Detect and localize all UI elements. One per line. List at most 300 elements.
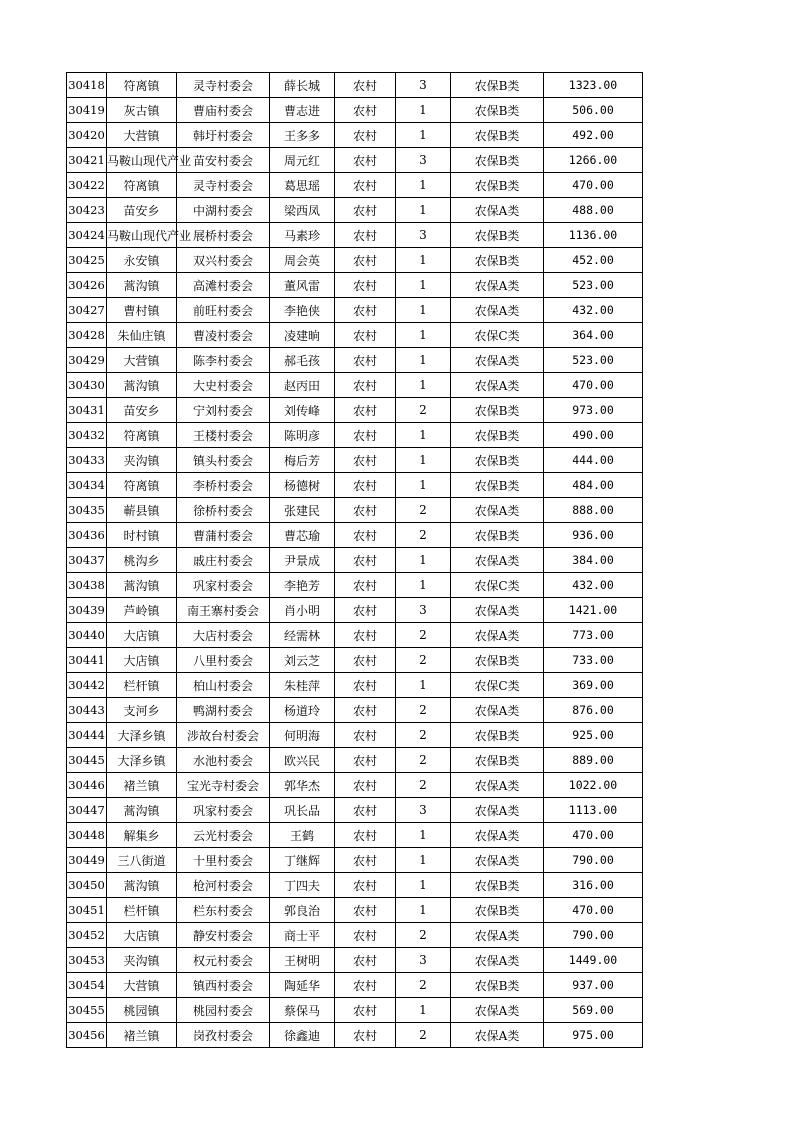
town-cell: 大泽乡镇 xyxy=(107,748,177,773)
table-row xyxy=(67,723,643,748)
village-cell: 大店村委会 xyxy=(177,623,270,648)
name-cell: 李艳侠 xyxy=(270,298,335,323)
record-id: 30425 xyxy=(67,248,107,273)
village-cell: 岗孜村委会 xyxy=(177,1023,270,1048)
area-type-cell: 农村 xyxy=(335,73,396,98)
area-type-cell: 农村 xyxy=(335,473,396,498)
household-count-cell: 2 xyxy=(396,973,451,998)
table-row xyxy=(67,698,643,723)
village-cell: 栏东村委会 xyxy=(177,898,270,923)
amount-cell: 444.00 xyxy=(544,448,643,473)
area-type-cell: 农村 xyxy=(335,948,396,973)
amount-cell: 889.00 xyxy=(544,748,643,773)
record-id: 30432 xyxy=(67,423,107,448)
record-id: 30445 xyxy=(67,748,107,773)
name-cell: 经需林 xyxy=(270,623,335,648)
record-id: 30419 xyxy=(67,98,107,123)
town-cell: 蒿沟镇 xyxy=(107,373,177,398)
record-id: 30418 xyxy=(67,73,107,98)
amount-cell: 937.00 xyxy=(544,973,643,998)
amount-cell: 733.00 xyxy=(544,648,643,673)
amount-cell: 316.00 xyxy=(544,873,643,898)
record-id: 30446 xyxy=(67,773,107,798)
insurance-category-cell: 农保A类 xyxy=(451,298,544,323)
area-type-cell: 农村 xyxy=(335,573,396,598)
village-cell: 中湖村委会 xyxy=(177,198,270,223)
table-row xyxy=(67,623,643,648)
village-cell: 宁刘村委会 xyxy=(177,398,270,423)
record-id: 30433 xyxy=(67,448,107,473)
record-id: 30427 xyxy=(67,298,107,323)
table-row xyxy=(67,323,643,348)
town-cell: 大店镇 xyxy=(107,623,177,648)
name-cell: 丁四夫 xyxy=(270,873,335,898)
record-id: 30453 xyxy=(67,948,107,973)
table-row xyxy=(67,873,643,898)
name-cell: 郭华杰 xyxy=(270,773,335,798)
table-row xyxy=(67,248,643,273)
name-cell: 欧兴民 xyxy=(270,748,335,773)
village-cell: 徐桥村委会 xyxy=(177,498,270,523)
area-type-cell: 农村 xyxy=(335,998,396,1023)
record-id: 30448 xyxy=(67,823,107,848)
town-cell: 符离镇 xyxy=(107,173,177,198)
insurance-category-cell: 农保B类 xyxy=(451,873,544,898)
town-cell: 栏杆镇 xyxy=(107,673,177,698)
table-row xyxy=(67,298,643,323)
village-cell: 曹庙村委会 xyxy=(177,98,270,123)
amount-cell: 1323.00 xyxy=(544,73,643,98)
name-cell: 丁继辉 xyxy=(270,848,335,873)
name-cell: 王树明 xyxy=(270,948,335,973)
area-type-cell: 农村 xyxy=(335,123,396,148)
name-cell: 梅后芳 xyxy=(270,448,335,473)
household-count-cell: 2 xyxy=(396,398,451,423)
table-row xyxy=(67,148,643,173)
name-cell: 陶延华 xyxy=(270,973,335,998)
insurance-category-cell: 农保B类 xyxy=(451,398,544,423)
village-cell: 云光村委会 xyxy=(177,823,270,848)
town-cell: 褚兰镇 xyxy=(107,1023,177,1048)
insurance-category-cell: 农保A类 xyxy=(451,373,544,398)
area-type-cell: 农村 xyxy=(335,223,396,248)
household-count-cell: 1 xyxy=(396,548,451,573)
area-type-cell: 农村 xyxy=(335,148,396,173)
insurance-category-cell: 农保A类 xyxy=(451,273,544,298)
town-cell: 时村镇 xyxy=(107,523,177,548)
name-cell: 赵丙田 xyxy=(270,373,335,398)
insurance-category-cell: 农保B类 xyxy=(451,73,544,98)
name-cell: 杨道玲 xyxy=(270,698,335,723)
amount-cell: 470.00 xyxy=(544,898,643,923)
village-cell: 宝光寺村委会 xyxy=(177,773,270,798)
area-type-cell: 农村 xyxy=(335,323,396,348)
household-count-cell: 1 xyxy=(396,848,451,873)
village-cell: 苗安村委会 xyxy=(177,148,270,173)
record-id: 30439 xyxy=(67,598,107,623)
household-count-cell: 2 xyxy=(396,723,451,748)
area-type-cell: 农村 xyxy=(335,348,396,373)
insurance-category-cell: 农保A类 xyxy=(451,948,544,973)
amount-cell: 523.00 xyxy=(544,348,643,373)
amount-cell: 452.00 xyxy=(544,248,643,273)
table-row xyxy=(67,573,643,598)
area-type-cell: 农村 xyxy=(335,873,396,898)
table-row xyxy=(67,523,643,548)
village-cell: 镇头村委会 xyxy=(177,448,270,473)
table-row xyxy=(67,123,643,148)
household-count-cell: 1 xyxy=(396,298,451,323)
town-cell: 蒿沟镇 xyxy=(107,273,177,298)
town-cell: 蒿沟镇 xyxy=(107,573,177,598)
town-cell: 大营镇 xyxy=(107,348,177,373)
insurance-category-cell: 农保A类 xyxy=(451,923,544,948)
insurance-category-cell: 农保B类 xyxy=(451,173,544,198)
town-cell: 夹沟镇 xyxy=(107,948,177,973)
name-cell: 巩长品 xyxy=(270,798,335,823)
amount-cell: 936.00 xyxy=(544,523,643,548)
table-row xyxy=(67,423,643,448)
household-count-cell: 1 xyxy=(396,898,451,923)
area-type-cell: 农村 xyxy=(335,973,396,998)
insurance-category-cell: 农保A类 xyxy=(451,698,544,723)
table-row xyxy=(67,373,643,398)
area-type-cell: 农村 xyxy=(335,648,396,673)
record-id: 30437 xyxy=(67,548,107,573)
village-cell: 水池村委会 xyxy=(177,748,270,773)
table-row xyxy=(67,948,643,973)
table-row xyxy=(67,998,643,1023)
area-type-cell: 农村 xyxy=(335,273,396,298)
name-cell: 王鹤 xyxy=(270,823,335,848)
village-cell: 南王寨村委会 xyxy=(177,598,270,623)
town-cell: 符离镇 xyxy=(107,473,177,498)
amount-cell: 925.00 xyxy=(544,723,643,748)
record-id: 30422 xyxy=(67,173,107,198)
town-cell: 夹沟镇 xyxy=(107,448,177,473)
area-type-cell: 农村 xyxy=(335,398,396,423)
amount-cell: 975.00 xyxy=(544,1023,643,1048)
town-cell: 符离镇 xyxy=(107,423,177,448)
amount-cell: 1421.00 xyxy=(544,598,643,623)
insurance-category-cell: 农保A类 xyxy=(451,823,544,848)
roster-sheet xyxy=(66,72,643,1048)
name-cell: 刘云芝 xyxy=(270,648,335,673)
town-cell: 解集乡 xyxy=(107,823,177,848)
table-row xyxy=(67,923,643,948)
table-row xyxy=(67,548,643,573)
household-count-cell: 2 xyxy=(396,773,451,798)
name-cell: 何明海 xyxy=(270,723,335,748)
area-type-cell: 农村 xyxy=(335,623,396,648)
town-cell: 苗安乡 xyxy=(107,198,177,223)
village-cell: 双兴村委会 xyxy=(177,248,270,273)
household-count-cell: 3 xyxy=(396,223,451,248)
record-id: 30423 xyxy=(67,198,107,223)
amount-cell: 490.00 xyxy=(544,423,643,448)
household-count-cell: 2 xyxy=(396,623,451,648)
roster-table xyxy=(66,72,643,1048)
household-count-cell: 1 xyxy=(396,98,451,123)
insurance-category-cell: 农保B类 xyxy=(451,223,544,248)
record-id: 30442 xyxy=(67,673,107,698)
household-count-cell: 1 xyxy=(396,348,451,373)
village-cell: 高滩村委会 xyxy=(177,273,270,298)
insurance-category-cell: 农保B类 xyxy=(451,723,544,748)
amount-cell: 470.00 xyxy=(544,173,643,198)
name-cell: 徐鑫迪 xyxy=(270,1023,335,1048)
area-type-cell: 农村 xyxy=(335,898,396,923)
table-row xyxy=(67,973,643,998)
area-type-cell: 农村 xyxy=(335,298,396,323)
name-cell: 刘传峰 xyxy=(270,398,335,423)
name-cell: 王多多 xyxy=(270,123,335,148)
record-id: 30434 xyxy=(67,473,107,498)
insurance-category-cell: 农保B类 xyxy=(451,123,544,148)
name-cell: 曹志进 xyxy=(270,98,335,123)
area-type-cell: 农村 xyxy=(335,848,396,873)
name-cell: 郝毛孩 xyxy=(270,348,335,373)
area-type-cell: 农村 xyxy=(335,173,396,198)
amount-cell: 973.00 xyxy=(544,398,643,423)
amount-cell: 432.00 xyxy=(544,573,643,598)
village-cell: 权元村委会 xyxy=(177,948,270,973)
village-cell: 戚庄村委会 xyxy=(177,548,270,573)
area-type-cell: 农村 xyxy=(335,523,396,548)
insurance-category-cell: 农保A类 xyxy=(451,498,544,523)
amount-cell: 432.00 xyxy=(544,298,643,323)
village-cell: 枪河村委会 xyxy=(177,873,270,898)
record-id: 30430 xyxy=(67,373,107,398)
insurance-category-cell: 农保B类 xyxy=(451,973,544,998)
table-row xyxy=(67,598,643,623)
name-cell: 周元红 xyxy=(270,148,335,173)
record-id: 30449 xyxy=(67,848,107,873)
table-row xyxy=(67,448,643,473)
insurance-category-cell: 农保C类 xyxy=(451,573,544,598)
insurance-category-cell: 农保A类 xyxy=(451,773,544,798)
record-id: 30426 xyxy=(67,273,107,298)
insurance-category-cell: 农保C类 xyxy=(451,673,544,698)
roster-body xyxy=(67,73,643,1048)
amount-cell: 1266.00 xyxy=(544,148,643,173)
amount-cell: 569.00 xyxy=(544,998,643,1023)
village-cell: 韩圩村委会 xyxy=(177,123,270,148)
village-cell: 陈李村委会 xyxy=(177,348,270,373)
amount-cell: 470.00 xyxy=(544,373,643,398)
name-cell: 蔡保马 xyxy=(270,998,335,1023)
insurance-category-cell: 农保A类 xyxy=(451,1023,544,1048)
town-cell: 蒿沟镇 xyxy=(107,798,177,823)
household-count-cell: 1 xyxy=(396,998,451,1023)
table-row xyxy=(67,648,643,673)
record-id: 30424 xyxy=(67,223,107,248)
town-cell: 大泽乡镇 xyxy=(107,723,177,748)
town-cell: 蕲县镇 xyxy=(107,498,177,523)
town-cell: 大店镇 xyxy=(107,923,177,948)
town-cell: 马鞍山现代产业 xyxy=(107,148,177,173)
table-row xyxy=(67,898,643,923)
area-type-cell: 农村 xyxy=(335,498,396,523)
area-type-cell: 农村 xyxy=(335,198,396,223)
record-id: 30431 xyxy=(67,398,107,423)
village-cell: 柏山村委会 xyxy=(177,673,270,698)
town-cell: 朱仙庄镇 xyxy=(107,323,177,348)
name-cell: 马素珍 xyxy=(270,223,335,248)
table-row xyxy=(67,798,643,823)
town-cell: 芦岭镇 xyxy=(107,598,177,623)
insurance-category-cell: 农保A类 xyxy=(451,623,544,648)
name-cell: 曹芯瑜 xyxy=(270,523,335,548)
household-count-cell: 2 xyxy=(396,1023,451,1048)
household-count-cell: 2 xyxy=(396,498,451,523)
name-cell: 李艳芳 xyxy=(270,573,335,598)
household-count-cell: 3 xyxy=(396,798,451,823)
amount-cell: 488.00 xyxy=(544,198,643,223)
household-count-cell: 1 xyxy=(396,273,451,298)
table-row xyxy=(67,748,643,773)
name-cell: 张建民 xyxy=(270,498,335,523)
village-cell: 巩家村委会 xyxy=(177,573,270,598)
amount-cell: 384.00 xyxy=(544,548,643,573)
village-cell: 曹凌村委会 xyxy=(177,323,270,348)
amount-cell: 369.00 xyxy=(544,673,643,698)
household-count-cell: 1 xyxy=(396,823,451,848)
record-id: 30441 xyxy=(67,648,107,673)
village-cell: 前旺村委会 xyxy=(177,298,270,323)
table-row xyxy=(67,1023,643,1048)
area-type-cell: 农村 xyxy=(335,923,396,948)
village-cell: 八里村委会 xyxy=(177,648,270,673)
area-type-cell: 农村 xyxy=(335,798,396,823)
name-cell: 葛思瑶 xyxy=(270,173,335,198)
table-row xyxy=(67,848,643,873)
insurance-category-cell: 农保B类 xyxy=(451,98,544,123)
record-id: 30420 xyxy=(67,123,107,148)
table-row xyxy=(67,223,643,248)
record-id: 30452 xyxy=(67,923,107,948)
record-id: 30451 xyxy=(67,898,107,923)
table-row xyxy=(67,673,643,698)
area-type-cell: 农村 xyxy=(335,98,396,123)
household-count-cell: 2 xyxy=(396,648,451,673)
insurance-category-cell: 农保A类 xyxy=(451,998,544,1023)
village-cell: 十里村委会 xyxy=(177,848,270,873)
record-id: 30435 xyxy=(67,498,107,523)
amount-cell: 888.00 xyxy=(544,498,643,523)
name-cell: 董风雷 xyxy=(270,273,335,298)
table-row xyxy=(67,98,643,123)
household-count-cell: 1 xyxy=(396,573,451,598)
village-cell: 涉故台村委会 xyxy=(177,723,270,748)
village-cell: 王楼村委会 xyxy=(177,423,270,448)
town-cell: 灰古镇 xyxy=(107,98,177,123)
amount-cell: 773.00 xyxy=(544,623,643,648)
area-type-cell: 农村 xyxy=(335,448,396,473)
amount-cell: 492.00 xyxy=(544,123,643,148)
area-type-cell: 农村 xyxy=(335,373,396,398)
village-cell: 灵寺村委会 xyxy=(177,173,270,198)
amount-cell: 1136.00 xyxy=(544,223,643,248)
village-cell: 大史村委会 xyxy=(177,373,270,398)
town-cell: 马鞍山现代产业 xyxy=(107,223,177,248)
household-count-cell: 3 xyxy=(396,948,451,973)
name-cell: 陈明彦 xyxy=(270,423,335,448)
village-cell: 鸭湖村委会 xyxy=(177,698,270,723)
town-cell: 桃沟乡 xyxy=(107,548,177,573)
area-type-cell: 农村 xyxy=(335,423,396,448)
table-row xyxy=(67,348,643,373)
record-id: 30455 xyxy=(67,998,107,1023)
household-count-cell: 2 xyxy=(396,523,451,548)
insurance-category-cell: 农保A类 xyxy=(451,598,544,623)
amount-cell: 364.00 xyxy=(544,323,643,348)
household-count-cell: 1 xyxy=(396,673,451,698)
village-cell: 灵寺村委会 xyxy=(177,73,270,98)
town-cell: 蒿沟镇 xyxy=(107,873,177,898)
town-cell: 支河乡 xyxy=(107,698,177,723)
record-id: 30436 xyxy=(67,523,107,548)
record-id: 30428 xyxy=(67,323,107,348)
household-count-cell: 3 xyxy=(396,598,451,623)
amount-cell: 1449.00 xyxy=(544,948,643,973)
insurance-category-cell: 农保B类 xyxy=(451,648,544,673)
insurance-category-cell: 农保B类 xyxy=(451,523,544,548)
household-count-cell: 1 xyxy=(396,248,451,273)
insurance-category-cell: 农保B类 xyxy=(451,898,544,923)
town-cell: 永安镇 xyxy=(107,248,177,273)
table-row xyxy=(67,273,643,298)
town-cell: 大营镇 xyxy=(107,973,177,998)
village-cell: 巩家村委会 xyxy=(177,798,270,823)
record-id: 30447 xyxy=(67,798,107,823)
household-count-cell: 3 xyxy=(396,73,451,98)
insurance-category-cell: 农保A类 xyxy=(451,348,544,373)
insurance-category-cell: 农保A类 xyxy=(451,848,544,873)
table-row xyxy=(67,173,643,198)
area-type-cell: 农村 xyxy=(335,548,396,573)
household-count-cell: 1 xyxy=(396,873,451,898)
name-cell: 凌建晌 xyxy=(270,323,335,348)
town-cell: 栏杆镇 xyxy=(107,898,177,923)
insurance-category-cell: 农保A类 xyxy=(451,798,544,823)
amount-cell: 790.00 xyxy=(544,923,643,948)
name-cell: 肖小明 xyxy=(270,598,335,623)
name-cell: 周会英 xyxy=(270,248,335,273)
area-type-cell: 农村 xyxy=(335,598,396,623)
name-cell: 尹景成 xyxy=(270,548,335,573)
insurance-category-cell: 农保B类 xyxy=(451,448,544,473)
area-type-cell: 农村 xyxy=(335,823,396,848)
table-row xyxy=(67,398,643,423)
town-cell: 桃园镇 xyxy=(107,998,177,1023)
household-count-cell: 1 xyxy=(396,198,451,223)
household-count-cell: 1 xyxy=(396,448,451,473)
town-cell: 褚兰镇 xyxy=(107,773,177,798)
town-cell: 大营镇 xyxy=(107,123,177,148)
record-id: 30440 xyxy=(67,623,107,648)
insurance-category-cell: 农保B类 xyxy=(451,148,544,173)
area-type-cell: 农村 xyxy=(335,698,396,723)
household-count-cell: 3 xyxy=(396,148,451,173)
name-cell: 薛长城 xyxy=(270,73,335,98)
table-row xyxy=(67,473,643,498)
amount-cell: 790.00 xyxy=(544,848,643,873)
name-cell: 商士平 xyxy=(270,923,335,948)
village-cell: 曹蒲村委会 xyxy=(177,523,270,548)
amount-cell: 1113.00 xyxy=(544,798,643,823)
table-row xyxy=(67,498,643,523)
